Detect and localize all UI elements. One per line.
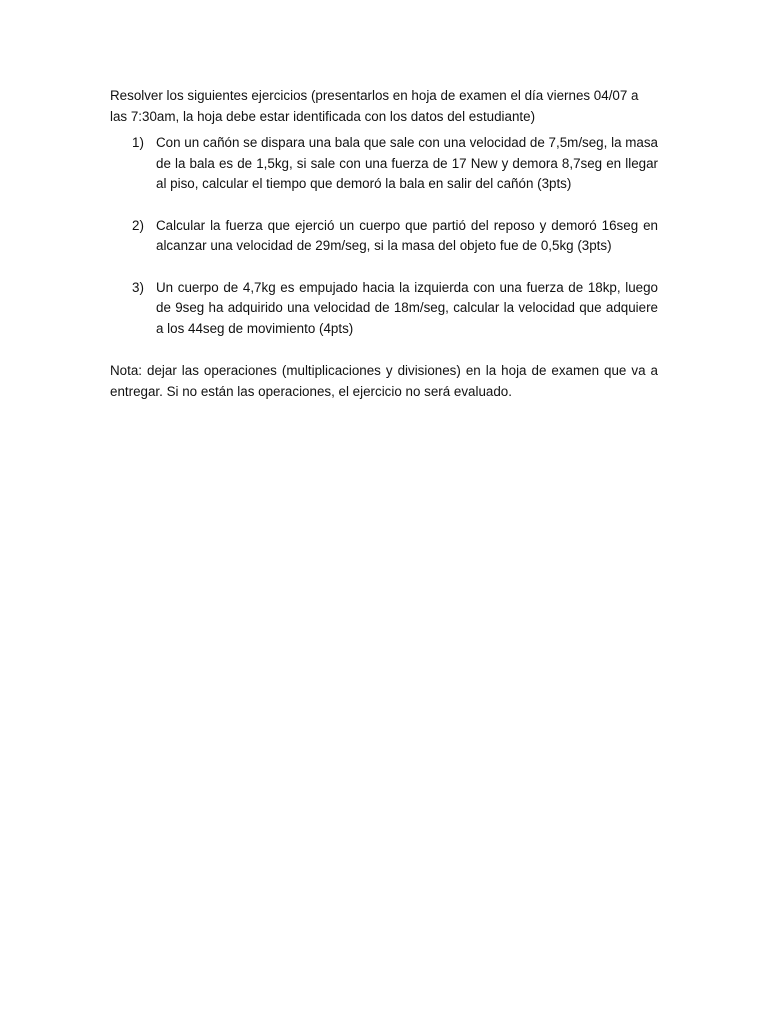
exercise-number: 3) xyxy=(132,279,144,295)
instructions-paragraph: Resolver los siguientes ejercicios (presentarlos en hoja de examen el día viernes 04/07 a las 7:30am, la hoja debe estar identificada con los datos del estudiante) xyxy=(110,88,639,124)
document-content xyxy=(110,86,658,402)
exercise-text: Con un cañón se dispara una bala que sale con una velocidad de 7,5m/seg, la masa de la bala es de 1,5kg, si sale con una fuerza de 17 New y demora 8,7seg en llegar al piso, calcular el tiempo que demoró la bala en salir del cañón (3pts) xyxy=(156,135,658,191)
exercise-item-3 xyxy=(110,278,658,340)
exercise-item-1 xyxy=(110,133,658,195)
exercise-number: 1) xyxy=(132,135,144,150)
exercise-number: 2) xyxy=(132,217,144,233)
exercise-item-2 xyxy=(110,216,658,257)
exercise-text: Un cuerpo de 4,7kg es empujado hacia la izquierda con una fuerza de 18kp, luego de 9seg ha adquirido una velocidad de 18m/seg, calcular la velocidad que adquiere a los 44seg de movimiento (4pts) xyxy=(156,279,658,336)
exercise-text: Calcular la fuerza que ejerció un cuerpo que partió del reposo y demoró 16seg en alcanzar una velocidad de 29m/seg, si la masa del objeto fue de 0,5kg (3pts) xyxy=(156,217,658,253)
note-paragraph: Nota: dejar las operaciones (multiplicaciones y divisiones) en la hoja de examen que va a entregar. Si no están las operaciones, el ejercicio no será evaluado. xyxy=(110,363,658,399)
exercise-list xyxy=(110,133,658,339)
